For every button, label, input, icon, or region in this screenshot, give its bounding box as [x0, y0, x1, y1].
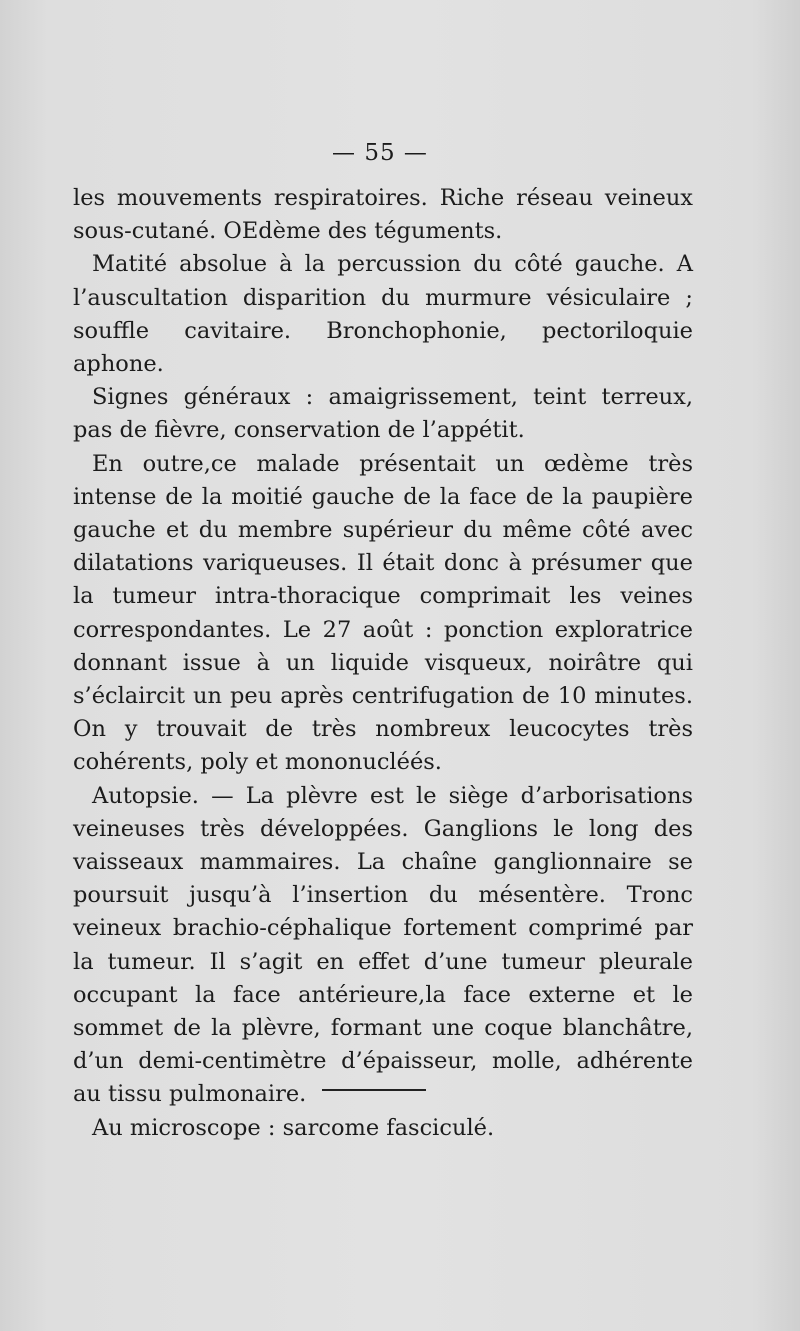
- paragraph-autopsy: Autopsie. — La plèvre est le siège d’arborisations veineuses très développées. Ganglions le long des vaisseaux mammaires. La chaîne ganglionnaire se poursuit jusqu’à l’insertion du mésentère. Tronc veineux brachio-céphalique fortement comprimé par la tumeur. Il s’agit en effet d’une tumeur pleurale occupant la face antérieure,la face externe et le sommet de la plèvre, formant une coque blanchâtre, d’un demi-centimètre d’épaisseur, molle, adhérente au tissu pulmonaire.: [73, 782, 693, 1108]
- paragraph-microscope: Au microscope : sarcome fasciculé.: [92, 1114, 495, 1141]
- paragraph-auscultation: Matité absolue à la percussion du côté gauche. A l’auscultation disparition du murmure vésiculaire ; souffle cavitaire. Bronchophonie, pectoriloquie aphone.: [73, 251, 693, 378]
- page-number: — 55 —: [332, 140, 428, 166]
- paragraph-general-signs: Signes généraux : amaigrissement, teint terreux, pas de fièvre, conservation de l’appétit.: [73, 384, 693, 444]
- body-text: [73, 182, 693, 1145]
- paragraph-oedema: En outre,ce malade présentait un œdème très intense de la moitié gauche de la face de la paupière gauche et du membre supérieur du même côté avec dilatations variqueuses. Il était donc à présumer que la tumeur intra-thoracique comprimait les veines correspondantes. Le 27 août : ponction exploratrice donnant issue à un liquide visqueux, noirâtre qui s’éclaircit un peu après centrifugation de 10 minutes. On y trouvait de très nombreux leucocytes très cohérents, poly et mononucléés.: [73, 450, 693, 776]
- section-divider-rule: [322, 1089, 426, 1091]
- paragraph-continuation: les mouvements respiratoires. Riche réseau veineux sous-cutané. OEdème des téguments.: [73, 185, 693, 245]
